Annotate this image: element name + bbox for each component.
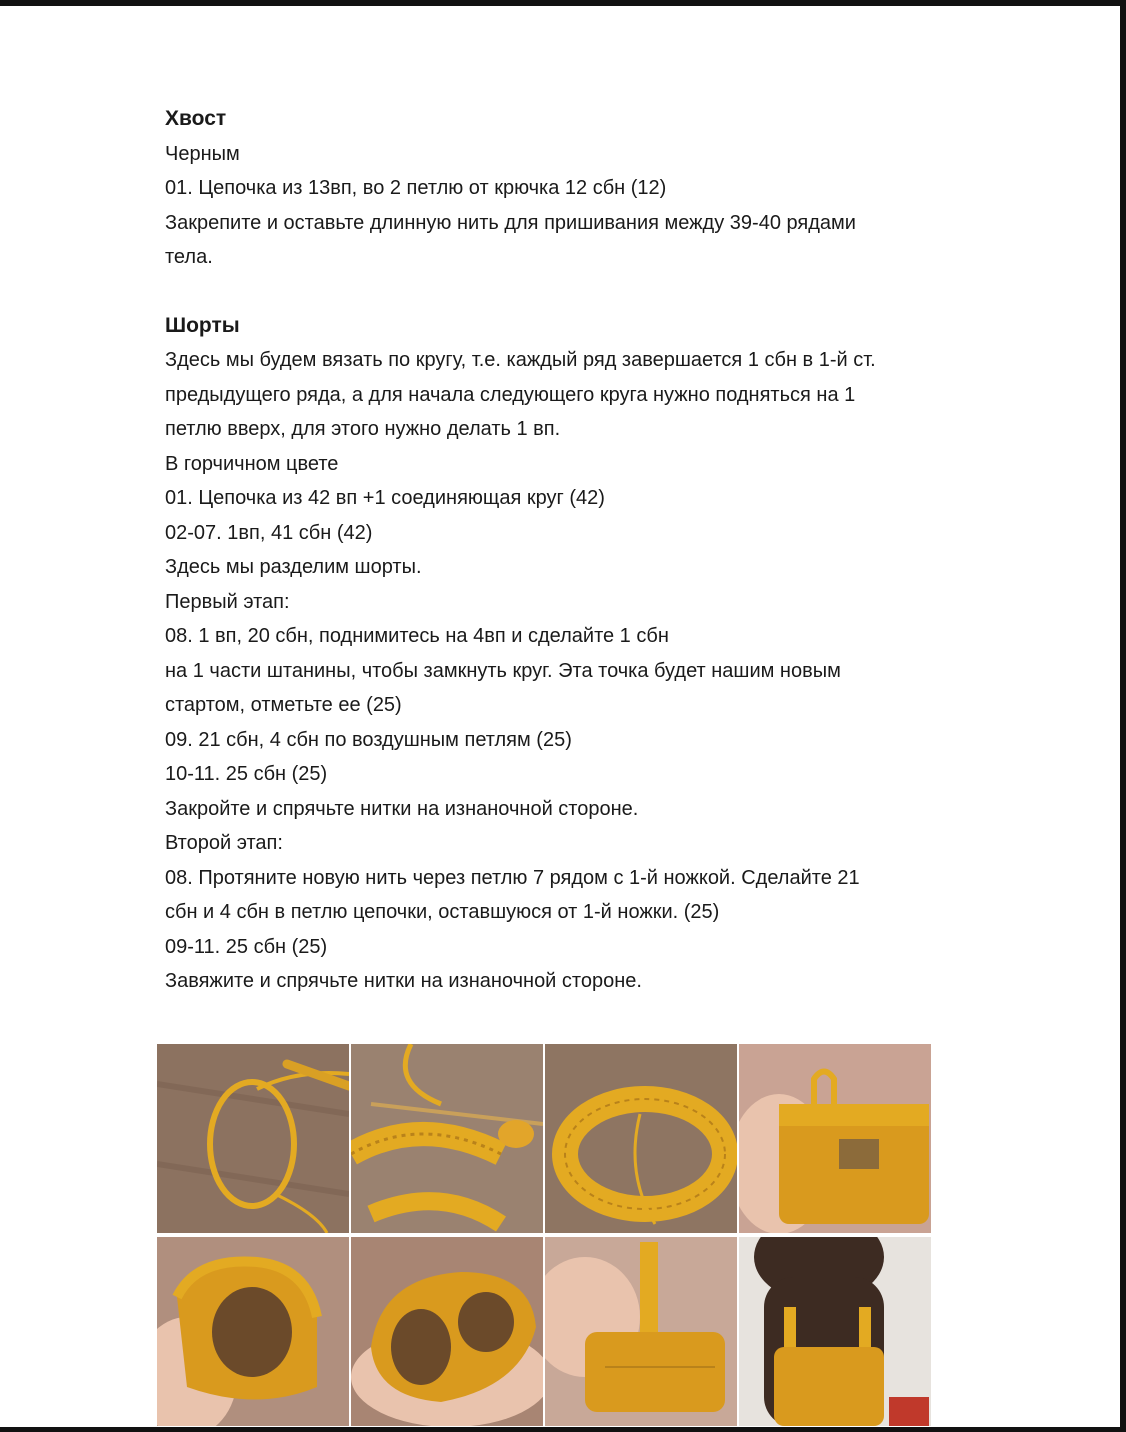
shorts-line: 08. Протяните новую нить через петлю 7 рядом с 1-й ножкой. Сделайте 21	[165, 866, 860, 889]
shorts-line: Завяжите и спрячьте нитки на изнаночной стороне.	[165, 970, 642, 992]
tail-heading: Хвост	[165, 107, 227, 130]
shorts-line: Здесь мы будем вязать по кругу, т.е. каждый ряд завершается 1 сбн в 1-й ст.	[165, 349, 876, 371]
shorts-line: В горчичном цвете	[165, 452, 339, 475]
photo-finished-toy	[739, 1237, 931, 1426]
bottom-border	[0, 1427, 1126, 1432]
shorts-line: на 1 части штанины, чтобы замкнуть круг. Эта точка будет нашим новым	[165, 659, 841, 682]
shorts-line: 09-11. 25 сбн (25)	[165, 935, 328, 958]
shorts-line: Второй этап:	[165, 832, 283, 854]
shorts-line: 09. 21 сбн, 4 сбн по воздушным петлям (25)	[165, 728, 572, 751]
shorts-line: Закройте и спрячьте нитки на изнаночной стороне.	[165, 797, 639, 820]
shorts-line: Здесь мы разделим шорты.	[165, 556, 422, 578]
photo-two-legs	[351, 1237, 543, 1426]
photo-chain	[157, 1044, 349, 1233]
tail-line: Закрепите и оставьте длинную нить для пришивания между 39-40 рядами	[165, 211, 856, 234]
shorts-line: 02-07. 1вп, 41 сбн (42)	[165, 521, 373, 544]
shorts-heading: Шорты	[165, 313, 240, 337]
right-border	[1120, 0, 1126, 1432]
document-text	[165, 102, 1045, 999]
top-border	[0, 0, 1126, 6]
shorts-line: 01. Цепочка из 42 вп +1 соединяющая круг (42)	[165, 487, 605, 509]
shorts-line: петлю вверх, для этого нужно делать 1 вп.	[165, 418, 561, 440]
shorts-line: Первый этап:	[165, 590, 290, 613]
shorts-line: 08. 1 вп, 20 сбн, поднимитесь на 4вп и сделайте 1 сбн	[165, 625, 669, 647]
shorts-line: 10-11. 25 сбн (25)	[165, 763, 328, 785]
tail-line: тела.	[165, 246, 213, 268]
shorts-line: предыдущего ряда, а для начала следующего круга нужно подняться на 1	[165, 383, 856, 406]
photo-strap	[545, 1237, 737, 1426]
photo-shorts-split	[739, 1044, 931, 1233]
photo-ring	[545, 1044, 737, 1233]
shorts-line: стартом, отметьте ее (25)	[165, 694, 402, 716]
shorts-line: сбн и 4 сбн в петлю цепочки, оставшуюся от 1-й ножки. (25)	[165, 901, 720, 923]
photo-grid	[157, 1044, 931, 1426]
tail-line: Черным	[165, 142, 240, 165]
section-gap	[165, 275, 1045, 309]
tail-line: 01. Цепочка из 13вп, во 2 петлю от крючка 12 сбн (12)	[165, 177, 667, 199]
photo-leg-one	[157, 1237, 349, 1426]
photo-hook-rows	[351, 1044, 543, 1233]
